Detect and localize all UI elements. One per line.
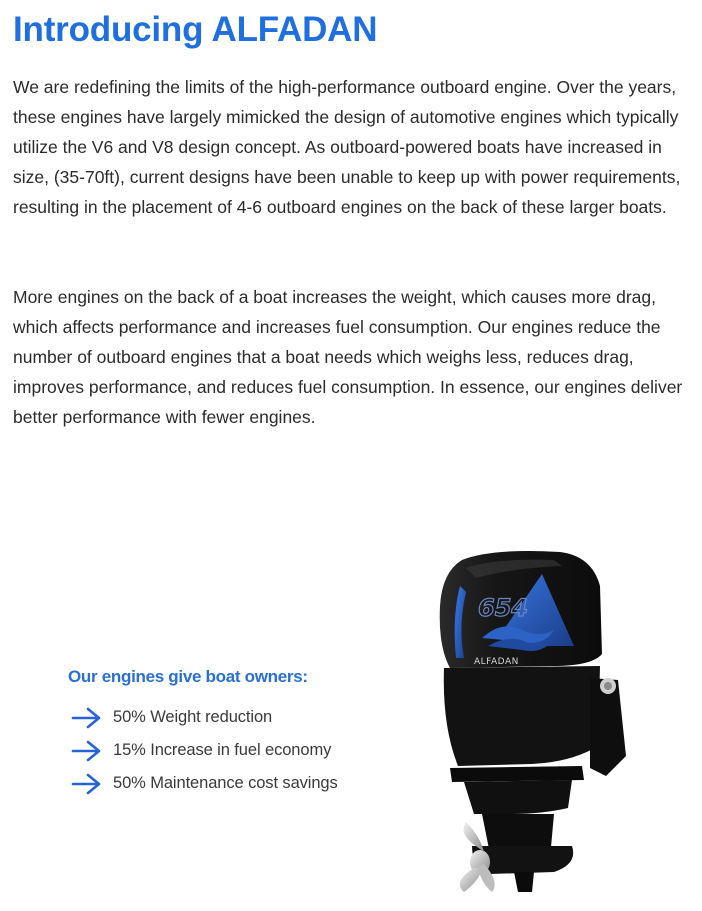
benefit-text: 50% Maintenance cost savings bbox=[113, 774, 338, 792]
arrow-right-icon bbox=[71, 773, 102, 795]
benefits-section bbox=[68, 663, 388, 800]
intro-paragraph-1: We are redefining the limits of the high-performance outboard engine. Over the years, these engines have largely mimicked the design of automotive engines which typically utilize the V6 and V8 design concept. As outboard-powered boats have increased in size, (35-70ft), current designs have been unable to keep up with power requirements, resulting in the placement of 4-6 outboard engines on the back of these larger boats. bbox=[13, 77, 681, 217]
engine-brand-label: ALFADAN bbox=[474, 657, 519, 667]
page-title: Introducing ALFADAN bbox=[13, 10, 378, 49]
benefit-item bbox=[68, 701, 388, 734]
arrow-right-icon bbox=[71, 740, 102, 762]
benefit-text: 50% Weight reduction bbox=[113, 708, 273, 726]
benefit-text: 15% Increase in fuel economy bbox=[113, 741, 332, 759]
outboard-engine-image bbox=[422, 546, 632, 898]
benefit-item bbox=[68, 734, 388, 767]
benefit-item bbox=[68, 767, 388, 800]
intro-paragraph-2: More engines on the back of a boat increases the weight, which causes more drag, which affects performance and increases fuel consumption. Our engines reduce the number of outboard engines that a boat needs which weighs less, reduces drag, improves performance, and reduces fuel consumption. In essence, our engines deliver better performance with fewer engines. bbox=[13, 287, 683, 427]
benefits-heading: Our engines give boat owners: bbox=[68, 667, 308, 686]
model-badge: 654 bbox=[478, 594, 529, 622]
benefit-list bbox=[68, 701, 388, 800]
arrow-right-icon bbox=[71, 707, 102, 729]
